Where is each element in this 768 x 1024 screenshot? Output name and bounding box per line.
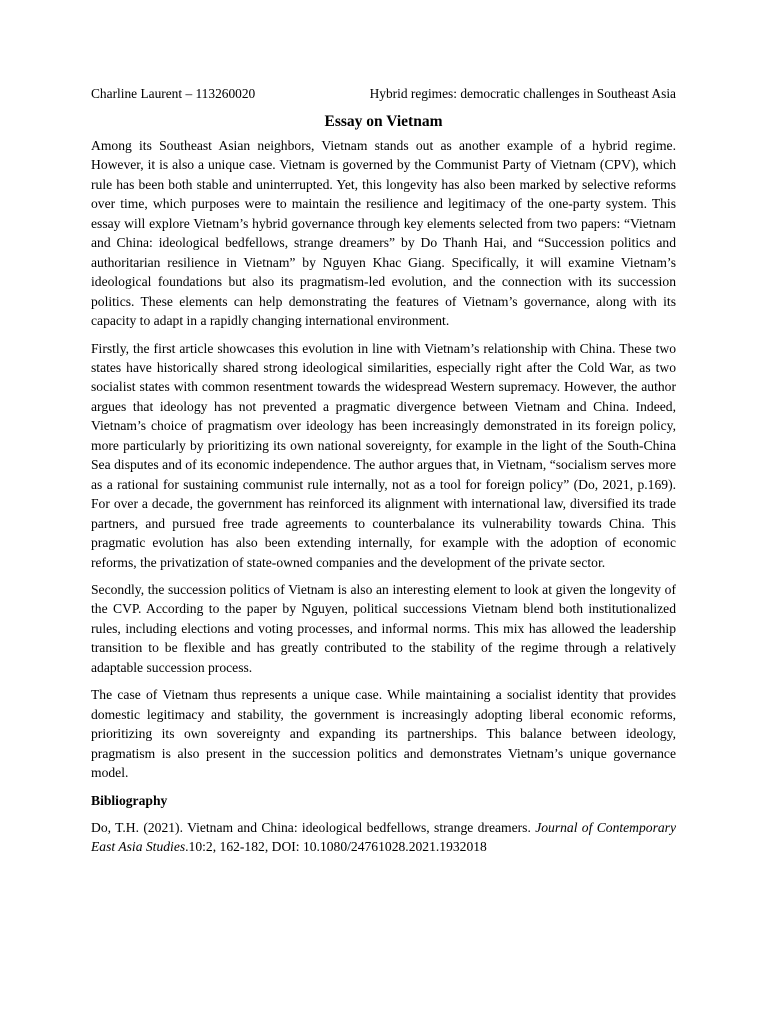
author-id: Charline Laurent – 113260020 <box>91 86 256 101</box>
bib-entry-details: .10:2, 162-182, DOI: 10.1080/24761028.2021.1932018 <box>185 839 487 855</box>
course-title: Hybrid regimes: democratic challenges in Southeast Asia <box>369 86 676 101</box>
bibliography-entry <box>91 818 676 857</box>
paragraph-first-article: Firstly, the first article showcases this evolution in line with Vietnam’s relationship with China. These two states have historically shared strong ideological similarities, especially right after the Cold War, as two socialist states with common resentment towards the widespread Western supremacy. However, the author argues that ideology has not prevented a pragmatic divergence between Vietnam and China. Indeed, Vietnam’s choice of pragmatism over ideology has been increasingly demonstrated in its foreign policy, more particularly by prioritizing its own national sovereignty, for example in the light of the South-China Sea disputes and of its economic independence. The author argues that, in Vietnam, “socialism serves more as a rational for sustaining communist rule internally, not as a tool for foreign policy” (Do, 2021, p.169). For over a decade, the government has reinforced its alignment with international law, diversified its trade partners, and pursued free trade agreements to counterbalance its vulnerability towards China. This pragmatic evolution has also been extending internally, for example with the adoption of economic reforms, the privatization of state-owned companies and the development of the private sector. <box>91 340 676 570</box>
bib-entry-text: Do, T.H. (2021). Vietnam and China: ideological bedfellows, strange dreamers. <box>91 819 536 835</box>
essay-title: Essay on Vietnam <box>324 113 443 130</box>
bib-entry-journal: Journal of Contemporary East Asia Studies <box>91 819 677 855</box>
paragraph-succession: Secondly, the succession politics of Vietnam is also an interesting element to look at given the longevity of the CVP. According to the paper by Nguyen, political successions Vietnam blend both institutionalized rules, including elections and voting processes, and informal norms. This mix has allowed the leadership transition to be flexible and has greatly contributed to the stability of the regime through a relatively adaptable succession process. <box>91 581 676 675</box>
essay-page <box>91 84 676 857</box>
paragraph-conclusion: The case of Vietnam thus represents a unique case. While maintaining a socialist identity that provides domestic legitimacy and stability, the government is increasingly adopting liberal economic reforms, prioritizing its own sovereignty and expanding its partnerships. This balance between ideology, pragmatism is also present in the succession politics and demonstrates Vietnam’s unique governance model. <box>91 687 676 781</box>
page-header <box>91 84 676 104</box>
bibliography-heading: Bibliography <box>91 792 168 808</box>
paragraph-intro: Among its Southeast Asian neighbors, Vietnam stands out as another example of a hybrid regime. However, it is also a unique case. Vietnam is governed by the Communist Party of Vietnam (CPV), which rule has been both stable and uninterrupted. Yet, this longevity has also been marked by selective reforms over time, which purposes were to maintain the resilience and legitimacy of the one-party system. This essay will explore Vietnam’s hybrid governance through key elements selected from two papers: “Vietnam and China: ideological bedfellows, strange dreamers” by Do Thanh Hai, and “Succession politics and authoritarian resilience in Vietnam” by Nguyen Khac Giang. Specifically, it will examine Vietnam’s ideological foundations but also its pragmatism-led evolution, and the connection with its succession politics. These elements can help demonstrating the features of Vietnam’s governance, along with its capacity to adapt in a rapidly changing international environment. <box>91 138 676 329</box>
